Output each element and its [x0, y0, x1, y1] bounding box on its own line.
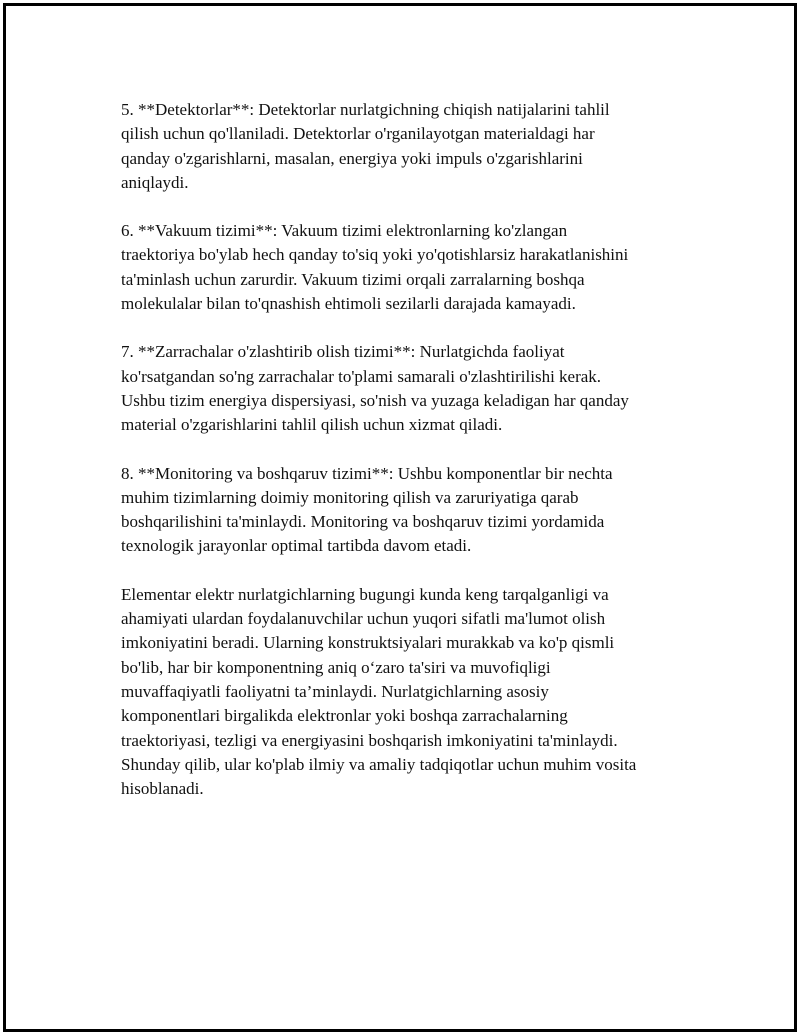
document-page [3, 3, 797, 1032]
document-body [121, 98, 691, 825]
paragraph-conclusion: Elementar elektr nurlatgichlarning bugungi kunda keng tarqalganligi va ahamiyati ulardan foydalanuvchilar uchun yuqori sifatli ma'lumot olish imkoniyatini beradi. Ularning konstruktsiyalari murakkab va ko'p qismli bo'lib, har bir komponentning aniq o‘zaro ta'siri va muvofiqligi muvaffaqiyatli faoliyatni ta’minlaydi. Nurlatgichlarning asosiy komponentlari birgalikda elektronlar yoki boshqa zarrachalarning traektoriyasi, tezligi va energiyasini boshqarish imkoniyatini ta'minlaydi. Shunday qilib, ular ko'plab ilmiy va amaliy tadqiqotlar uchun muhim vosita hisoblanadi. [121, 584, 637, 799]
paragraph-vakuum-tizimi: 6. **Vakuum tizimi**: Vakuum tizimi elektronlarning ko'zlangan traektoriya bo'ylab hech qanday to'siq yoki yo'qotishlarsiz harakatlanishini ta'minlash uchun zarurdir. Vakuum tizimi orqali zarralarning boshqa molekulalar bilan to'qnashish ehtimoli sezilarli darajada kamayadi. [121, 221, 629, 314]
paragraph-zarrachalar-tizimi: 7. **Zarrachalar o'zlashtirib olish tizimi**: Nurlatgichda faoliyat ko'rsatgandan so'ng zarrachalar to'plami samarali o'zlashtirilishi kerak. Ushbu tizim energiya dispersiyasi, so'nish va yuzaga keladigan har qanday material o'zgarishlarini tahlil qilish uchun xizmat qiladi. [121, 342, 629, 435]
paragraph-detektorlar: 5. **Detektorlar**: Detektorlar nurlatgichning chiqish natijalarini tahlil qilish uchun qo'llaniladi. Detektorlar o'rganilayotgan materialdagi har qanday o'zgarishlarni, masalan, energiya yoki impuls o'zgarishlarini aniqlaydi. [121, 100, 610, 192]
paragraph-monitoring-tizimi: 8. **Monitoring va boshqaruv tizimi**: Ushbu komponentlar bir nechta muhim tizimlarning doimiy monitoring qilish va zaruriyatiga qarab boshqarilishini ta'minlaydi. Monitoring va boshqaruv tizimi yordamida texnologik jarayonlar optimal tartibda davom etadi. [121, 463, 613, 556]
